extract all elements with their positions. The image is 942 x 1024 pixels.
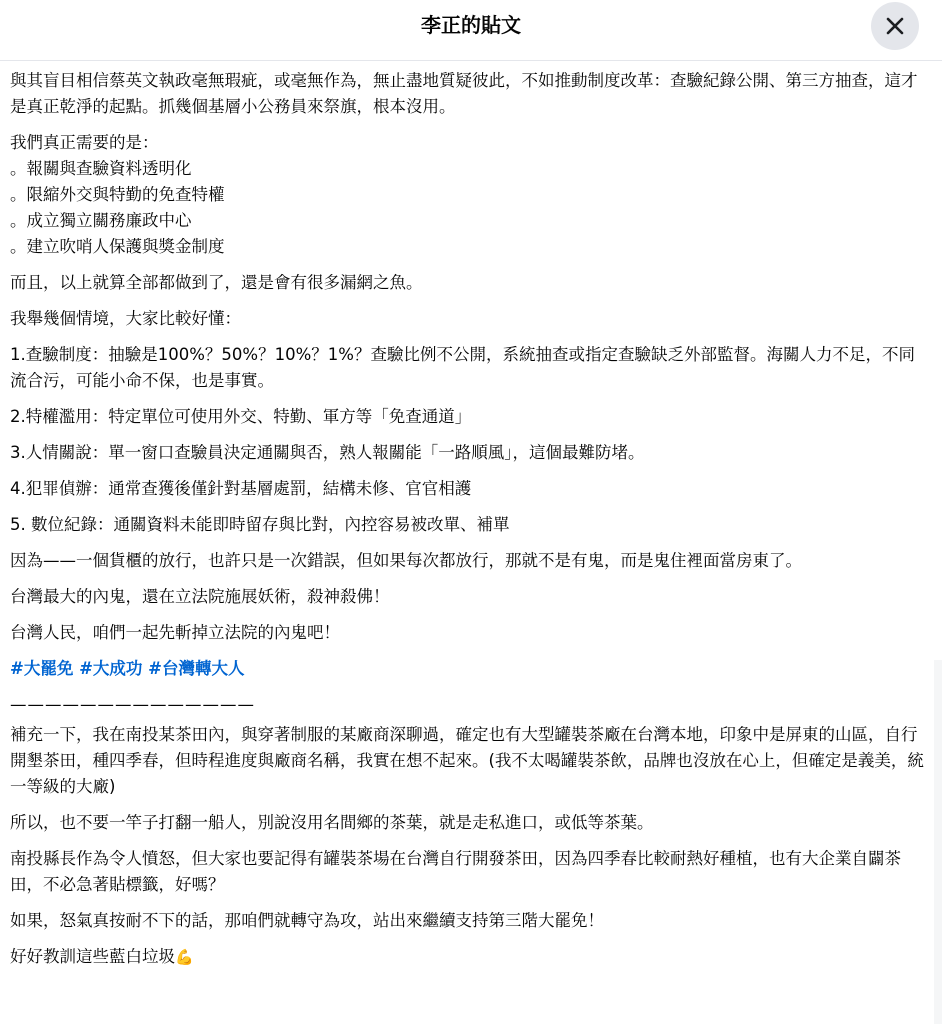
post-paragraph: 台灣最大的內鬼，還在立法院施展妖術，殺神殺佛！	[10, 587, 390, 606]
post-paragraph: 所以，也不要一竿子打翻一船人，別說沒用名間鄉的茶葉，就是走私進口，或低等茶葉。	[10, 813, 654, 832]
post-paragraph: 南投縣長作為令人憤怒，但大家也要記得有罐裝茶場在台灣自行開發茶田，因為四季春比較耐熱好種植，也有大企業自闢茶田，不必急著貼標籤，好嗎？	[10, 849, 901, 894]
hashtag-row	[10, 656, 928, 682]
scenario-item: 3.人情關說：單一窗口查驗員決定通關與否，熟人報關能「一路順風」，這個最難防堵。	[10, 443, 645, 462]
list-item: 。成立獨立關務廉政中心	[10, 211, 192, 230]
hashtag-link[interactable]: #大成功	[79, 659, 143, 678]
post-paragraph: 因為——一個貨櫃的放行，也許只是一次錯誤，但如果每次都放行，那就不是有鬼，而是鬼住裡面當房東了。	[10, 551, 802, 570]
list-item: 。報關與查驗資料透明化	[10, 159, 192, 178]
post-paragraph: 我舉幾個情境，大家比較好懂：	[10, 309, 241, 328]
dialog-header	[0, 0, 942, 61]
post-paragraph: 與其盲目相信蔡英文執政毫無瑕疵，或毫無作為，無止盡地質疑彼此，不如推動制度改革：查驗紀錄公開、第三方抽查，這才是真正乾淨的起點。抓幾個基層小公務員來祭旗，根本沒用。	[10, 71, 918, 116]
list-item: 。建立吹哨人保護與獎金制度	[10, 237, 225, 256]
dialog-title: 李正的貼文	[421, 13, 521, 37]
close-button[interactable]	[871, 2, 919, 50]
hashtag-link[interactable]: #大罷免	[10, 659, 74, 678]
list-item: 。限縮外交與特勤的免查特權	[10, 185, 225, 204]
scenario-item: 1.查驗制度：抽驗是100%？50%？10%？1%？查驗比例不公開，系統抽查或指定查驗缺乏外部監督。海關人力不足，不同流合污，可能小命不保，也是事實。	[10, 345, 915, 390]
scenario-item: 2.特權濫用：特定單位可使用外交、特勤、軍方等「免查通道」	[10, 407, 472, 426]
post-paragraph: 如果，怒氣真按耐不下的話，那咱們就轉守為攻，站出來繼續支持第三階大罷免！	[10, 911, 604, 930]
post-paragraph: 台灣人民，咱們一起先斬掉立法院的內鬼吧！	[10, 623, 340, 642]
post-paragraph: 補充一下，我在南投某茶田內，與穿著制服的某廠商深聊過，確定也有大型罐裝茶廠在台灣本地，印象中是屏東的山區，自行開墾茶田，種四季春，但時程進度與廠商名稱，我實在想不起來。(我不太喝罐裝茶飲，品牌也沒放在心上，但確定是義美，統一等級的大廠)	[10, 725, 924, 796]
scenario-item: 5. 數位紀錄：通關資料未能即時留存與比對，內控容易被改單、補單	[10, 515, 510, 534]
scenario-item: 4.犯罪偵辦：通常查獲後僅針對基層處罰，結構未修、官官相護	[10, 479, 472, 498]
post-body	[10, 68, 928, 980]
needs-intro: 我們真正需要的是：	[10, 133, 159, 152]
post-last-paragraph	[10, 944, 928, 970]
post-paragraph: 而且，以上就算全部都做到了，還是會有很多漏網之魚。	[10, 273, 423, 292]
text-divider: ——————————————	[10, 695, 255, 714]
flexed-biceps-icon: 💪	[175, 948, 194, 966]
needs-list	[10, 130, 928, 260]
scrollbar[interactable]	[934, 660, 942, 1024]
hashtag-link[interactable]: #台灣轉大人	[148, 659, 245, 678]
post-text: 好好教訓這些藍白垃圾	[10, 947, 175, 966]
close-icon	[885, 16, 905, 36]
